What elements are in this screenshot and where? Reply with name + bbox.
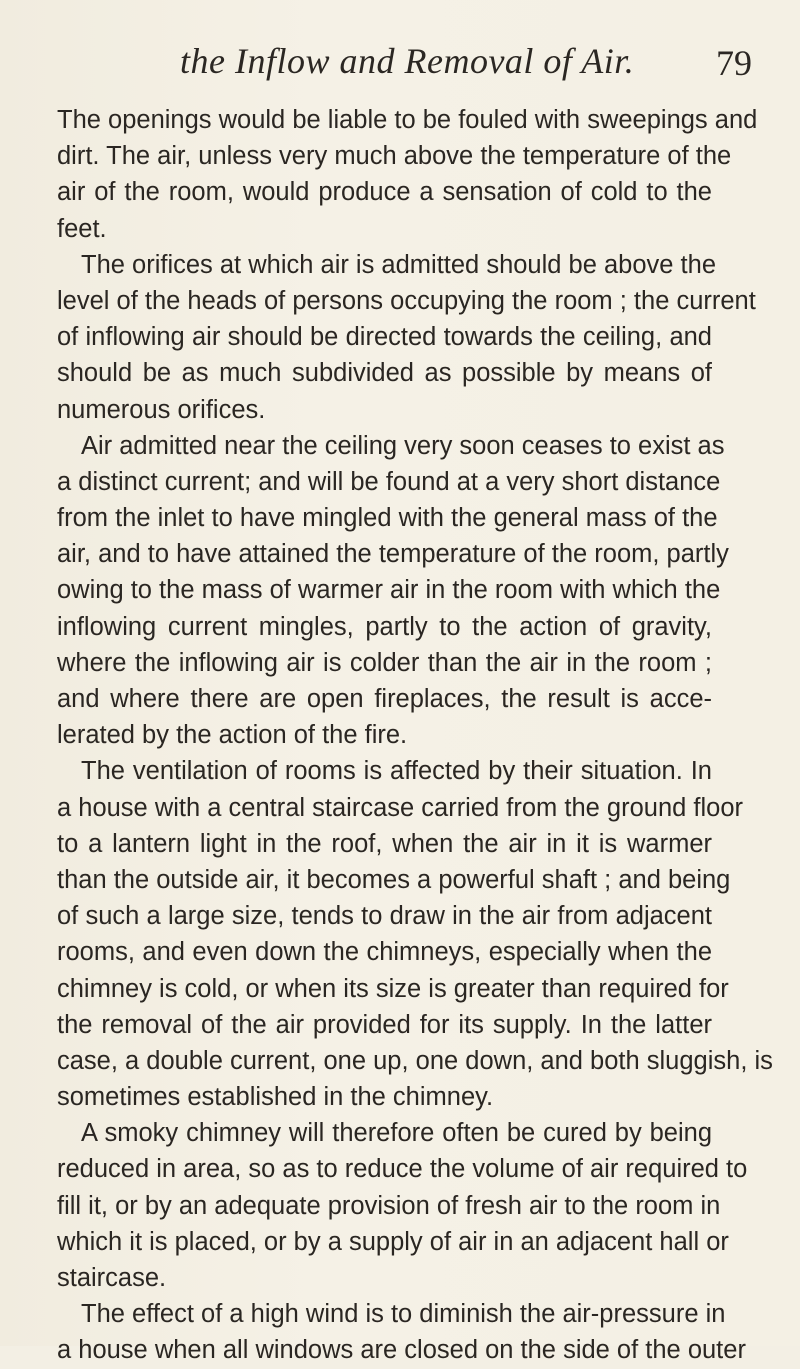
text-line: than the outside air, it becomes a powerful shaft ; and being	[57, 865, 731, 894]
text-line: rooms, and even down the chimneys, especially when the	[57, 938, 712, 967]
text-line: air of the room, would produce a sensation of cold to the	[57, 178, 712, 207]
text-line: The ventilation of rooms is affected by their situation. In	[81, 757, 712, 786]
paragraph	[57, 247, 756, 428]
text-line: from the inlet to have mingled with the general mass of the	[57, 504, 718, 533]
paragraph	[57, 753, 773, 1115]
paragraph	[57, 1296, 746, 1368]
text-line: case, a double current, one up, one down, and both sluggish, is	[57, 1046, 773, 1075]
text-line: reduced in area, so as to reduce the volume of air required to	[57, 1155, 748, 1184]
text-line: Air admitted near the ceiling very soon ceases to exist as	[81, 431, 725, 460]
text-line: the removal of the air provided for its supply. In the latter	[57, 1010, 712, 1039]
text-line: A smoky chimney will therefore often be cured by being	[81, 1119, 712, 1148]
text-line: a distinct current; and will be found at a very short distance	[57, 467, 721, 496]
text-line: fill it, or by an adequate provision of fresh air to the room in	[57, 1191, 721, 1220]
text-line: sometimes established in the chimney.	[57, 1083, 494, 1112]
text-line: numerous orifices.	[57, 395, 266, 424]
text-line: The orifices at which air is admitted should be above the	[81, 250, 717, 279]
text-line: air, and to have attained the temperature of the room, partly	[57, 540, 729, 569]
text-line: owing to the mass of warmer air in the room with which the	[57, 576, 721, 605]
text-line: of such a large size, tends to draw in the air from adjacent	[57, 902, 712, 931]
text-line: to a lantern light in the roof, when the air in it is warmer	[57, 829, 712, 858]
text-line: dirt. The air, unless very much above the temperature of the	[57, 142, 732, 171]
running-head	[0, 40, 800, 90]
text-line: staircase.	[57, 1264, 167, 1292]
text-line: of inflowing air should be directed towards the ceiling, and	[57, 323, 712, 352]
text-line: and where there are open fireplaces, the result is acce-	[57, 685, 712, 713]
text-line: a house with a central staircase carried from the ground floor	[57, 793, 744, 822]
paragraph	[57, 428, 729, 754]
text-line: should be as much subdivided as possible by means of	[57, 359, 712, 388]
text-line: The openings would be liable to be fouled with sweepings and	[57, 106, 758, 134]
text-line: inflowing current mingles, partly to the action of gravity,	[57, 612, 712, 641]
text-line: which it is placed, or by a supply of air in an adjacent hall or	[57, 1227, 729, 1256]
text-line: where the inflowing air is colder than the air in the room ;	[57, 648, 712, 677]
paragraph	[57, 1115, 748, 1296]
paragraph	[57, 102, 758, 247]
body-text	[57, 102, 773, 1369]
running-title: the Inflow and Removal of Air.	[180, 41, 635, 81]
text-line: chimney is cold, or when its size is greater than required for	[57, 974, 729, 1003]
text-line: The effect of a high wind is to diminish the air-pressure in	[81, 1300, 726, 1329]
page-number: 79	[716, 43, 752, 83]
text-line: a house when all windows are closed on the side of the outer	[57, 1336, 746, 1365]
text-line: level of the heads of persons occupying the room ; the current	[57, 286, 756, 315]
text-line: feet.	[57, 214, 107, 243]
text-line: lerated by the action of the fire.	[57, 721, 408, 750]
